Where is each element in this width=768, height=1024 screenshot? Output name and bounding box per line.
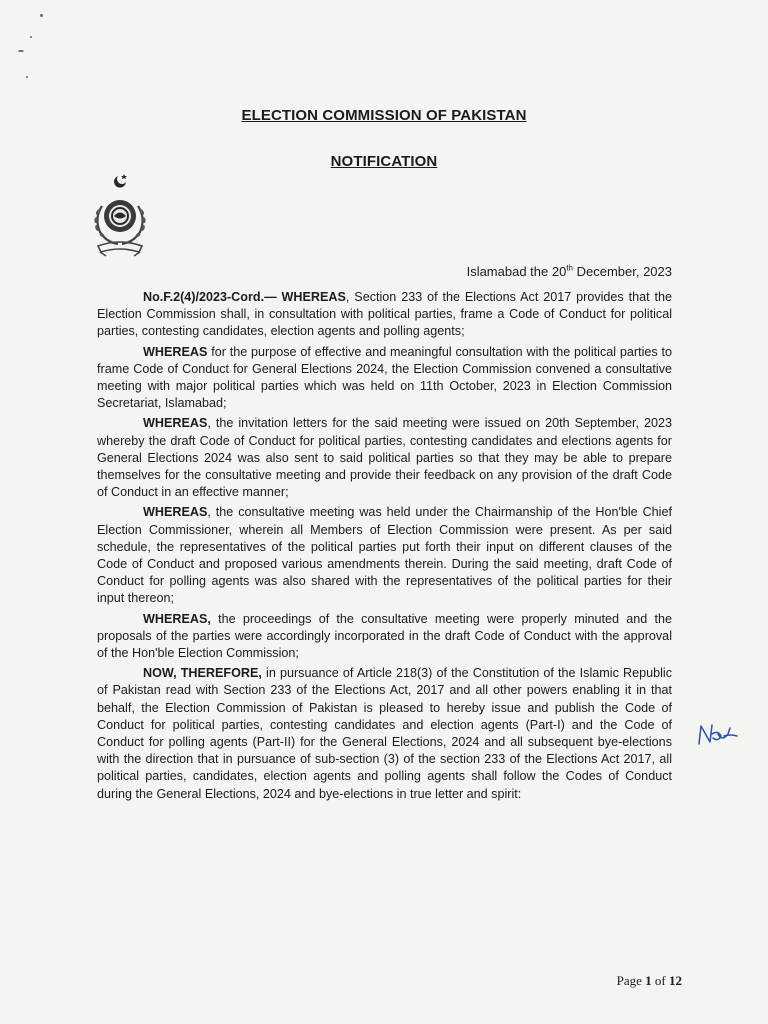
- paragraph-lead: No.F.2(4)/2023-Cord.— WHEREAS: [143, 290, 346, 304]
- date-rest: December, 2023: [572, 264, 672, 279]
- paragraph-lead: NOW, THEREFORE,: [143, 666, 262, 681]
- scan-speck: [18, 50, 24, 52]
- date-ordinal: th: [566, 263, 573, 273]
- paragraph: [97, 415, 672, 501]
- organization-heading: ELECTION COMMISSION OF PAKISTAN: [241, 107, 527, 124]
- notification-body: [97, 289, 672, 806]
- paragraph-lead: WHEREAS: [143, 344, 208, 359]
- page-number: [617, 973, 682, 989]
- date-line: [467, 264, 672, 279]
- paragraph-lead: WHEREAS: [143, 505, 208, 520]
- paragraph-text: , the consultative meeting was held under the Chairmanship of the Hon'ble Chief Election Commissioner, wherein all Members of Election Commission were present. As per said schedule, the representatives of the political parties put forth their input on different clauses of the Code of Conduct and proposed various amendments therein. During the said meeting, draft Code of Conduct for polling agents was also shared with the representatives of the political parties for their input thereon;: [97, 505, 672, 606]
- paragraph-lead: WHEREAS,: [143, 611, 211, 626]
- paragraph-text: , the invitation letters for the said meeting were issued on 20th September, 2023 whereby the draft Code of Conduct for political parties, contesting candidates and elections agents for General Elections 2024 was also sent to said political parties so that they may be able to prepare themselves for the consultative meeting and provide their feedback on any provision of the draft Code of Conduct in an effective manner;: [97, 416, 672, 500]
- page-total: 12: [669, 973, 682, 988]
- page-of: of: [651, 973, 669, 988]
- paragraph-lead: WHEREAS: [143, 416, 208, 431]
- page-word: Page: [616, 973, 646, 988]
- scan-speck: [26, 76, 28, 78]
- scan-speck: [30, 36, 32, 38]
- paragraph: [97, 344, 672, 413]
- date-place: Islamabad the 20: [466, 264, 567, 279]
- paragraph: [97, 611, 672, 663]
- paragraph-text: , Section 233 of the Elections Act 2017 provides that the Election Commission shall, in consultation with political parties, frame a Code of Conduct for political parties, contesting candidates, election agents and polling agents;: [97, 290, 673, 339]
- handwritten-initials: [696, 720, 740, 750]
- paragraph: [97, 289, 672, 341]
- paragraph-text: the proceedings of the consultative meeting were properly minuted and the proposals of the parties were accordingly incorporated in the draft Code of Conduct with the approval of the Hon'ble Election Commission;: [97, 611, 672, 661]
- page-current: 1: [645, 973, 652, 988]
- paragraph: [97, 504, 672, 607]
- paragraph: [97, 665, 672, 803]
- paragraph-text: for the purpose of effective and meaningful consultation with the political parties to frame Code of Conduct for General Elections 2024, the Election Commission convened a consultative meeting with major political parties which was held on 11th October, 2023 in Election Commission Secretariat, Islamabad;: [97, 344, 672, 411]
- ecp-emblem-icon: [88, 172, 152, 262]
- scan-speck: [40, 14, 43, 17]
- notification-heading: NOTIFICATION: [330, 153, 438, 170]
- paragraph-text: in pursuance of Article 218(3) of the Constitution of the Islamic Republic of Pakistan read with Section 233 of the Elections Act, 2017 and all other powers enabling it in that behalf, the Election Commission of Pakistan is pleased to hereby issue and publish the Code of Conduct for political parties, contesting candidates and election agents (Part-I) and the Code of Conduct for polling agents (Part-II) for the General Elections, 2024 and all subsequent bye-elections with the direction that in pursuance of sub-section (3) of the section 233 of the Elections Act 2017, all political parties, candidates, election agents and polling agents shall follow the Codes of Conduct during the General Elections, 2024 and bye-elections in true letter and spirit:: [97, 666, 673, 801]
